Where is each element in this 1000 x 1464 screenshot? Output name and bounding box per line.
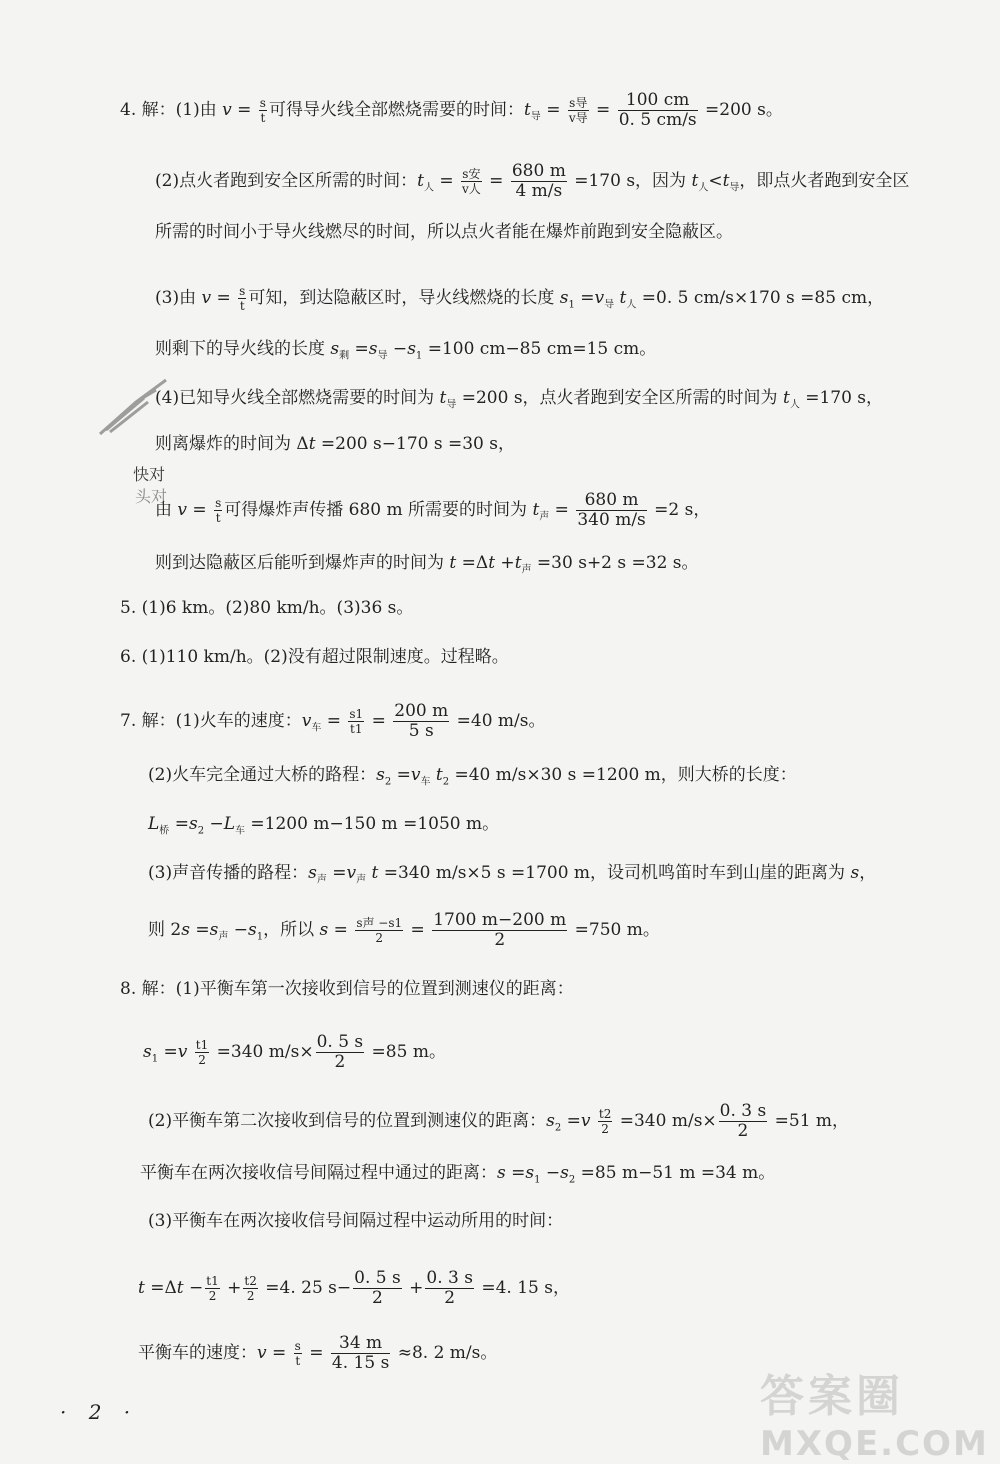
text-line-l15 — [148, 865, 876, 885]
text-run: 则 2 — [148, 920, 182, 940]
math-variable: s — [559, 288, 569, 308]
fraction-denominator: 2 — [737, 1121, 749, 1141]
text-run: 由 — [155, 500, 178, 520]
text-run: 7. 解：(1)火车的速度： — [120, 711, 302, 731]
fraction-numerator: s — [294, 1339, 301, 1353]
page-number: · 2 · — [60, 1400, 139, 1424]
text-run: =170 s，因为 — [568, 171, 692, 191]
math-variable: t — [488, 553, 496, 573]
text-run: =200 s−170 s =30 s， — [315, 434, 515, 454]
math-variable: v — [222, 100, 232, 120]
text-run: =85 m。 — [366, 1042, 446, 1062]
text-line-l7 — [155, 436, 515, 453]
fraction-numerator: t1 — [206, 1274, 219, 1288]
math-variable: s — [181, 920, 190, 940]
math-variable: s — [308, 863, 317, 883]
text-run — [187, 1042, 192, 1062]
text-run: 5. (1)6 km。(2)80 km/h。(3)36 s。 — [120, 598, 414, 618]
math-variable: v — [594, 288, 605, 308]
text-run: (2)火车完全通过大桥的路程： — [148, 765, 377, 785]
handwritten-note-1: 快对 — [133, 465, 166, 484]
subscript: 1 — [415, 350, 423, 362]
fraction-denominator: 2 — [334, 1052, 346, 1072]
fraction-denominator: 5 s — [408, 721, 434, 741]
fraction-denominator: 4 m/s — [515, 181, 563, 201]
fraction-denominator: t — [260, 111, 266, 125]
text-run: − — [387, 339, 408, 359]
math-variable: t — [449, 553, 457, 573]
fraction-denominator: 2 — [208, 1289, 217, 1303]
fraction — [461, 168, 482, 195]
math-variable: s — [248, 920, 257, 940]
math-variable: t — [691, 171, 699, 191]
text-run: =4. 15 s， — [475, 1278, 570, 1298]
text-run: =170 s， — [799, 388, 884, 408]
text-run: =200 s。 — [699, 100, 783, 120]
text-line-l17 — [120, 981, 574, 998]
text-run: =100 cm−85 cm=15 cm。 — [422, 339, 657, 359]
math-variable: s — [319, 920, 329, 940]
fraction-numerator: 680 m — [576, 492, 646, 511]
fraction-denominator: 4. 15 s — [331, 1353, 390, 1373]
fraction — [576, 492, 646, 529]
fraction-numerator: t2 — [598, 1107, 612, 1121]
text-run: = — [211, 288, 237, 308]
math-variable: s — [525, 1163, 535, 1183]
subscript: 2 — [442, 776, 450, 788]
math-variable: L — [148, 814, 160, 834]
watermark-logo — [760, 1360, 990, 1464]
text-run: 8. 解：(1)平衡车第一次接收到信号的位置到测速仪的距离： — [120, 979, 574, 999]
math-variable: L — [223, 814, 236, 834]
math-variable: v — [346, 863, 357, 883]
text-line-l3 — [155, 224, 733, 241]
text-run: =40 m/s×30 s =1200 m，则大桥的长度： — [449, 765, 797, 785]
subscript: 人 — [626, 299, 637, 311]
text-line-l1 — [120, 92, 783, 129]
subscript: 声 — [539, 511, 550, 523]
math-variable: v — [201, 288, 212, 308]
text-run: =51 m， — [769, 1111, 850, 1131]
text-line-l4 — [155, 285, 884, 312]
text-line-l6 — [155, 390, 883, 410]
text-run: 可知，到达隐蔽区时，导火线燃烧的长度 — [248, 288, 560, 308]
math-variable: t — [138, 1278, 145, 1298]
fraction-denominator: 2 — [444, 1288, 456, 1308]
text-run: = — [366, 711, 392, 731]
fraction-denominator: 2 — [375, 931, 384, 945]
fraction-numerator: 0. 5 s — [354, 1268, 401, 1288]
subscript: 1 — [151, 1053, 159, 1065]
text-run: = — [169, 814, 189, 834]
pencil-scribble-mark — [96, 372, 176, 442]
text-run — [590, 1111, 595, 1131]
subscript: 2 — [554, 1122, 562, 1134]
text-run: (3)由 — [155, 288, 202, 308]
math-variable: t — [782, 388, 790, 408]
math-variable: s — [209, 920, 219, 940]
text-run: 则到达隐蔽区后能听到爆炸声的时间为 — [155, 553, 450, 573]
subscript: 车 — [235, 825, 246, 837]
fraction-denominator: 0. 5 cm/s — [618, 110, 697, 130]
fraction-denominator: 340 m/s — [577, 510, 646, 530]
fraction-numerator: t2 — [244, 1274, 257, 1288]
text-line-l12 — [120, 703, 546, 740]
text-run: =340 m/s×5 s =1700 m，设司机鸣笛时车到山崖的距离为 — [378, 863, 851, 883]
text-run: ，即点火者跑到安全区 — [739, 171, 910, 191]
subscript: 剩 — [339, 350, 350, 362]
watermark-cn: 答案圈 — [760, 1371, 904, 1422]
math-variable: s — [188, 814, 198, 834]
fraction — [568, 97, 589, 124]
text-run: = — [433, 171, 459, 191]
text-run: (3)声音传播的路程： — [148, 863, 309, 883]
math-variable: s — [497, 1163, 506, 1183]
text-run: 4. 解：(1)由 — [120, 100, 223, 120]
fraction — [331, 1335, 390, 1372]
math-variable: t — [514, 553, 522, 573]
text-run: =0. 5 cm/s×170 s =85 cm， — [636, 288, 885, 308]
text-run: 可得导火线全部燃烧需要的时间： — [268, 100, 524, 120]
math-variable: v — [177, 500, 188, 520]
fraction-numerator: t1 — [195, 1038, 209, 1052]
text-line-l14 — [148, 816, 499, 836]
math-variable: s — [407, 339, 416, 359]
fraction-numerator: s导 — [569, 96, 588, 110]
fraction-denominator: 2 — [372, 1288, 383, 1308]
text-run: = — [328, 920, 354, 940]
text-run: =4. 25 s− — [259, 1278, 352, 1298]
text-run: = — [590, 100, 616, 120]
text-run: 平衡车在两次接收信号间隔过程中通过的距离： — [140, 1163, 497, 1183]
fraction — [598, 1108, 612, 1135]
text-run: (2)点火者跑到安全区所需的时间： — [155, 171, 418, 191]
fraction — [618, 92, 698, 129]
text-line-l22 — [138, 1270, 570, 1307]
text-run: =30 s+2 s =32 s。 — [531, 553, 699, 573]
text-run: =340 m/s× — [211, 1042, 314, 1062]
text-run: (4)已知导火线全部燃烧需要的时间为 — [155, 388, 440, 408]
text-run: = — [483, 171, 509, 191]
fraction-numerator: 0. 5 s — [316, 1032, 364, 1052]
math-variable: t — [619, 288, 627, 308]
subscript: 2 — [568, 1174, 576, 1186]
text-run: =750 m。 — [569, 920, 660, 940]
text-run: = — [303, 1343, 329, 1363]
fraction-numerator: 34 m — [331, 1335, 390, 1354]
math-variable: s — [546, 1111, 555, 1131]
subscript: 声 — [218, 931, 229, 943]
text-run: 6. (1)110 km/h。(2)没有超过限制速度。过程略。 — [120, 647, 509, 667]
text-run: < — [708, 171, 723, 191]
text-run: − — [228, 920, 249, 940]
fraction — [214, 497, 222, 524]
text-line-l10 — [120, 600, 413, 617]
math-variable: s — [560, 1163, 569, 1183]
text-run: =2 s， — [648, 500, 711, 520]
fraction — [195, 1039, 209, 1066]
fraction-numerator: 1700 m−200 m — [433, 910, 567, 930]
text-line-l21 — [148, 1213, 563, 1230]
subscript: 1 — [568, 299, 575, 311]
fraction-denominator: v人 — [462, 182, 481, 196]
math-variable: t — [308, 434, 316, 454]
fraction-denominator: 2 — [246, 1289, 255, 1303]
subscript: 1 — [534, 1174, 541, 1186]
math-variable: v — [177, 1042, 188, 1062]
fraction-numerator: s — [239, 284, 246, 298]
text-line-l20 — [140, 1165, 775, 1185]
text-run: ≈8. 2 m/s。 — [392, 1343, 498, 1363]
text-run: = — [326, 863, 347, 883]
text-run: + — [403, 1278, 424, 1298]
text-run: + — [495, 553, 515, 573]
fraction-numerator: s1 — [349, 707, 364, 721]
fraction-numerator: s声 −s1 — [356, 916, 403, 930]
text-run: 所需的时间小于导火线燃尽的时间，所以点火者能在爆炸前跑到安全隐蔽区。 — [155, 222, 733, 242]
handwritten-note-2: 头对 — [135, 487, 168, 506]
text-run: =200 s，点火者跑到安全区所需的时间为 — [456, 388, 783, 408]
text-run: = — [391, 765, 411, 785]
subscript: 导 — [446, 399, 457, 411]
text-run: = — [187, 500, 213, 520]
text-run: (3)平衡车在两次接收信号间隔过程中运动所用的时间： — [148, 1211, 564, 1231]
math-variable: t — [532, 500, 540, 520]
math-variable: s — [143, 1042, 152, 1062]
text-line-l11 — [120, 649, 509, 666]
text-run: − — [204, 814, 224, 834]
math-variable: s — [330, 339, 340, 359]
text-run: =Δ — [144, 1278, 177, 1298]
text-run: (2)平衡车第二次接收到信号的位置到测速仪的距离： — [148, 1111, 547, 1131]
math-variable: s — [850, 863, 860, 883]
subscript: 2 — [384, 776, 392, 788]
text-run: − — [540, 1163, 561, 1183]
text-run: 则离爆炸的时间为 Δ — [155, 434, 309, 454]
fraction — [316, 1034, 365, 1071]
math-variable: v — [580, 1111, 591, 1131]
text-run: = — [540, 100, 566, 120]
text-line-l19 — [148, 1103, 849, 1140]
subscript: 导 — [530, 111, 541, 123]
fraction-numerator: s安 — [462, 167, 481, 181]
text-run: ，所以 — [263, 920, 320, 940]
math-variable: v — [410, 765, 421, 785]
math-variable: v — [301, 711, 312, 731]
fraction — [355, 917, 403, 944]
text-line-l2 — [155, 163, 909, 200]
math-variable: t — [417, 171, 424, 191]
math-variable: t — [435, 765, 443, 785]
fraction — [348, 708, 364, 735]
text-run: = — [158, 1042, 178, 1062]
subscript: 1 — [256, 931, 264, 943]
fraction — [243, 1275, 257, 1302]
fraction — [238, 285, 246, 312]
subscript: 声 — [521, 564, 532, 576]
text-line-l5 — [155, 341, 656, 361]
math-variable: t — [439, 388, 447, 408]
fraction-denominator: t — [215, 511, 221, 525]
text-run: = — [266, 1343, 292, 1363]
text-run: 则剩下的导火线的长度 — [155, 339, 331, 359]
fraction-numerator: s — [215, 496, 222, 510]
watermark-en: MXQE.COM — [760, 1424, 989, 1464]
text-run: + — [221, 1278, 242, 1298]
text-run: = — [405, 920, 431, 940]
math-variable: s — [368, 339, 378, 359]
fraction-denominator: t1 — [350, 722, 363, 736]
fraction — [205, 1275, 219, 1302]
text-run: =340 m/s× — [614, 1111, 717, 1131]
fraction — [259, 97, 267, 124]
math-variable: t — [523, 100, 531, 120]
subscript: 2 — [197, 825, 205, 837]
fraction-numerator: 0. 3 s — [719, 1101, 767, 1121]
text-line-l9 — [155, 555, 699, 575]
fraction-denominator: v导 — [568, 111, 588, 125]
fraction — [719, 1103, 768, 1140]
fraction-denominator: 2 — [198, 1053, 206, 1067]
text-run: = — [561, 1111, 581, 1131]
text-run: 平衡车的速度： — [138, 1343, 257, 1363]
text-run: =40 m/s。 — [451, 711, 546, 731]
fraction-numerator: s — [259, 96, 266, 110]
math-variable: v — [257, 1343, 267, 1363]
fraction — [353, 1270, 402, 1307]
fraction-numerator: 0. 3 s — [426, 1268, 473, 1288]
text-line-l18 — [143, 1034, 446, 1071]
fraction — [425, 1270, 474, 1307]
text-run: = — [349, 339, 369, 359]
subscript: 车 — [420, 776, 431, 788]
text-line-l8 — [155, 492, 710, 529]
text-line-l16 — [148, 912, 660, 949]
fraction-numerator: 100 cm — [618, 92, 698, 111]
fraction-numerator: 200 m — [394, 701, 449, 721]
text-run: = — [189, 920, 210, 940]
text-line-l23 — [138, 1335, 497, 1372]
fraction-denominator: 2 — [601, 1122, 609, 1136]
text-run: = — [505, 1163, 526, 1183]
subscript: 人 — [423, 182, 434, 194]
fraction — [511, 163, 567, 200]
fraction — [393, 703, 449, 740]
text-run: =1200 m−150 m =1050 m。 — [245, 814, 500, 834]
subscript: 人 — [698, 182, 709, 194]
text-run: = — [574, 288, 595, 308]
math-variable: t — [371, 863, 379, 883]
fraction-denominator: t — [295, 1354, 301, 1368]
math-variable: t — [722, 171, 730, 191]
text-run: ， — [859, 863, 877, 883]
subscript: 车 — [311, 722, 322, 734]
text-line-l13 — [148, 767, 797, 787]
text-run: =Δ — [456, 553, 489, 573]
math-variable: t — [176, 1278, 184, 1298]
fraction-numerator: 680 m — [511, 161, 566, 181]
fraction-denominator: t — [239, 299, 245, 313]
text-run: =85 m−51 m =34 m。 — [575, 1163, 776, 1183]
text-run: − — [183, 1278, 204, 1298]
fraction — [294, 1340, 302, 1367]
text-run: 可得爆炸声传播 680 m 所需要的时间为 — [224, 500, 533, 520]
text-run: = — [549, 500, 575, 520]
math-variable: s — [376, 765, 385, 785]
subscript: 桥 — [159, 825, 170, 837]
subscript: 导 — [377, 350, 388, 362]
fraction — [432, 912, 567, 949]
subscript: 声 — [316, 874, 327, 886]
subscript: 导 — [604, 299, 615, 311]
subscript: 声 — [356, 874, 367, 886]
text-run: = — [321, 711, 347, 731]
text-run: = — [231, 100, 257, 120]
fraction-denominator: 2 — [494, 930, 506, 950]
subscript: 导 — [729, 182, 740, 194]
subscript: 人 — [789, 399, 800, 411]
